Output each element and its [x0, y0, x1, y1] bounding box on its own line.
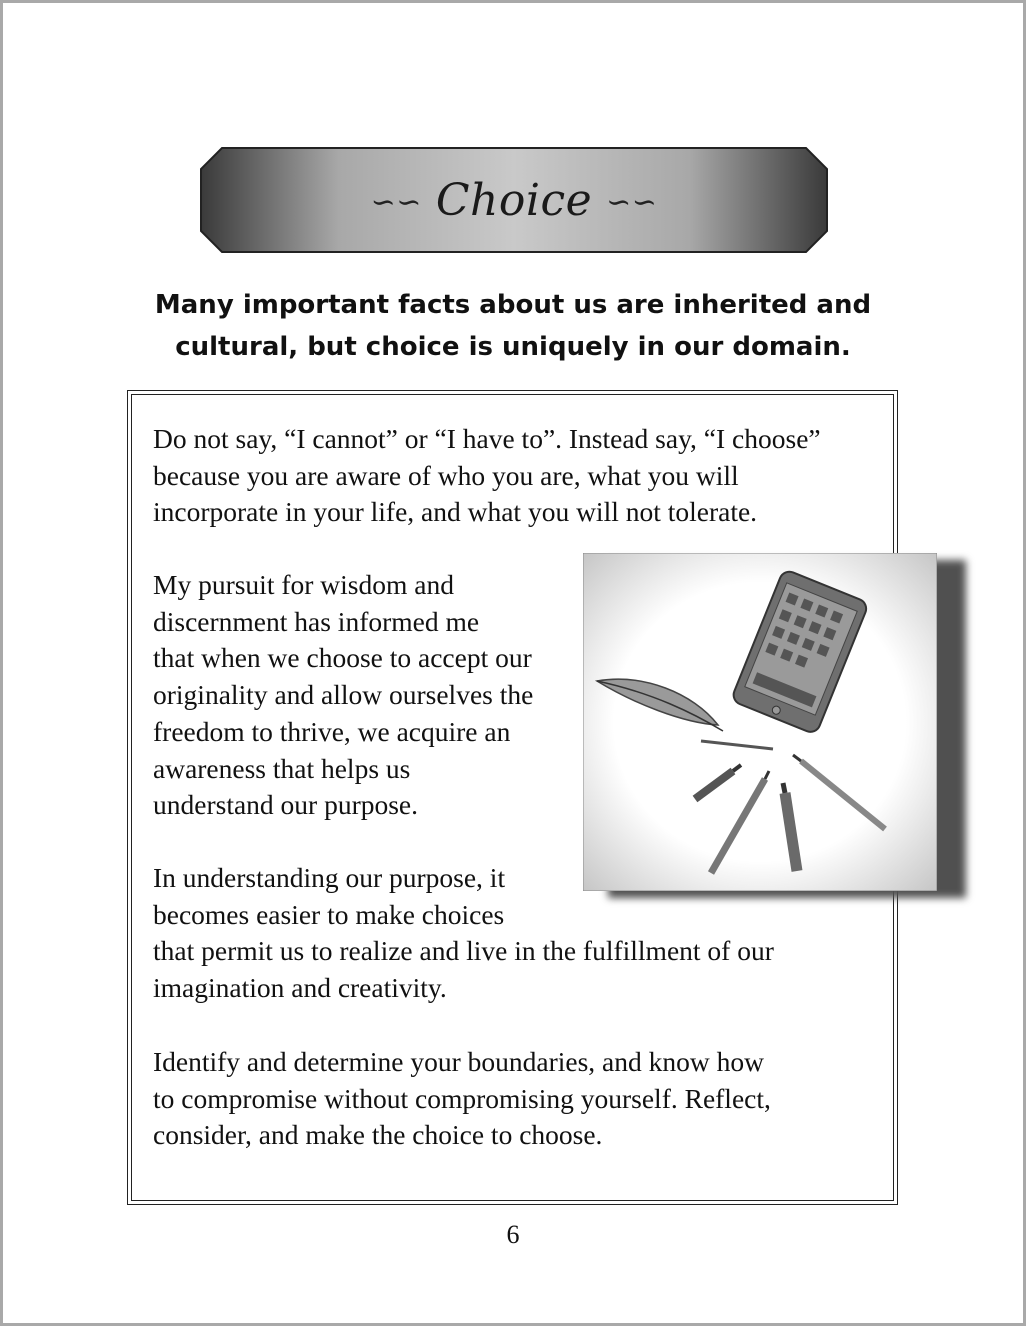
tablet-feather-pens-illustration — [583, 553, 937, 891]
paragraph-1 — [153, 421, 883, 531]
text-line: In understanding our purpose, it — [153, 862, 506, 893]
text-line: Identify and determine your boundaries, and know how — [153, 1046, 764, 1077]
text-line: that permit us to realize and live in the fulfillment of our — [153, 935, 774, 967]
text-line: awareness that helps us — [153, 752, 411, 784]
text-line: becomes easier to make choices — [153, 898, 505, 930]
text-line: originality and allow ourselves the — [153, 679, 534, 711]
text-line: Do not say, “I cannot” or “I have to”. Instead say, “I choose” — [153, 423, 821, 454]
text-line: discernment has informed me — [153, 605, 480, 637]
paragraph-4 — [153, 1044, 873, 1154]
paragraph-2 — [153, 567, 583, 824]
title-banner — [200, 147, 828, 253]
text-line: understand our purpose. — [153, 789, 419, 821]
paragraph-3 — [153, 860, 873, 1007]
page-title: Choice — [435, 174, 593, 226]
subtitle-line: cultural, but choice is uniquely in our domain. — [175, 332, 851, 362]
flourish-left-icon: ∽∽ — [370, 184, 422, 220]
text-line: because you are aware of who you are, what you will — [153, 459, 739, 491]
text-line: incorporate in your life, and what you will not tolerate. — [153, 496, 758, 528]
text-line: to compromise without compromising yourself. Reflect, — [153, 1082, 771, 1114]
text-line: that when we choose to accept our — [153, 642, 532, 674]
subtitle — [120, 284, 906, 368]
text-line: freedom to thrive, we acquire an — [153, 715, 511, 747]
illustration-art — [583, 553, 937, 891]
text-line: imagination and creativity. — [153, 972, 447, 1004]
text-line: consider, and make the choice to choose. — [153, 1119, 603, 1151]
flourish-right-icon: ∽∽ — [606, 184, 658, 220]
page-number: 6 — [506, 1220, 520, 1249]
text-line: My pursuit for wisdom and — [153, 569, 454, 600]
subtitle-line: Many important facts about us are inherited and — [154, 290, 872, 320]
